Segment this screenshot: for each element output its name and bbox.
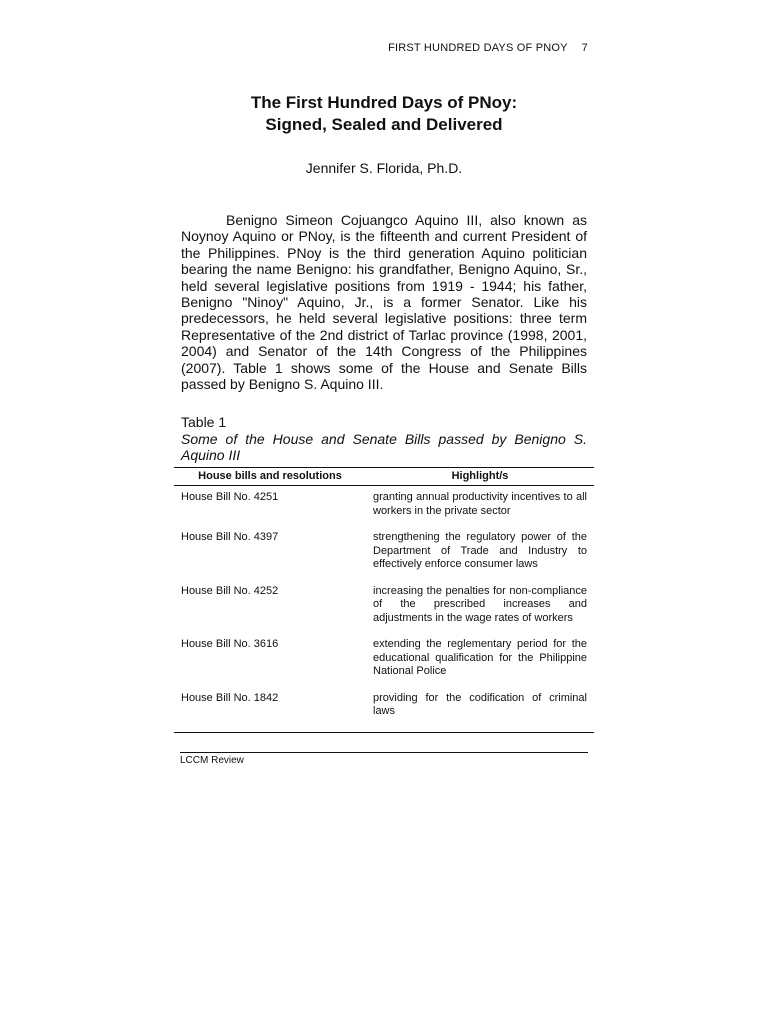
table-header-row: [174, 468, 594, 486]
column-header-highlights: Highlight/s: [366, 468, 594, 486]
article-title-line-2: Signed, Sealed and Delivered: [265, 115, 503, 134]
bill-number-cell: House Bill No. 4251: [181, 491, 279, 503]
bill-number-cell: House Bill No. 4252: [181, 584, 279, 597]
bill-highlight-cell: increasing the penalties for non-compliance of the prescribed increases and adjustments in the wage rates of workers: [373, 584, 587, 624]
bills-table: [174, 467, 594, 733]
table-row: [174, 692, 594, 733]
bill-highlight-cell: granting annual productivity incentives to all workers in the private sector: [373, 491, 587, 517]
page-number: 7: [581, 42, 588, 54]
intro-paragraph: Benigno Simeon Cojuangco Aquino III, also known as Noynoy Aquino or PNoy, is the fifteenth and current President of the Philippines. PNoy is the third generation Aquino politician bearing the name Benigno: his grandfather, Benigno Aquino, Sr., held several legislative positions from 1919 - 1944; his father, Benigno "Ninoy" Aquino, Jr., is a former Senator. Like his predecessors, he held several legislative positions: three term Representative of the 2nd district of Tarlac province (1998, 2001, 2004) and Senator of the 14th Congress of the Philippines (2007). Table 1 shows some of the House and Senate Bills passed by Benigno S. Aquino III.: [181, 212, 587, 393]
bill-number-cell: House Bill No. 1842: [174, 692, 366, 733]
article-title-line-1: The First Hundred Days of PNoy:: [250, 93, 518, 112]
table-number: Table 1: [181, 414, 227, 430]
bill-highlight-cell: strengthening the regulatory power of the Department of Trade and Industry to effectively enforce consumer laws: [373, 531, 587, 570]
running-header-title: FIRST HUNDRED DAYS OF PNOY: [388, 42, 568, 54]
article-author: Jennifer S. Florida, Ph.D.: [305, 160, 463, 176]
table-row: [174, 531, 594, 585]
article-title-block: [180, 92, 588, 177]
footer-journal-name: LCCM Review: [180, 755, 244, 766]
table-row: [174, 638, 594, 692]
bill-number-cell: House Bill No. 4397: [181, 531, 279, 543]
column-header-bills: House bills and resolutions: [174, 468, 366, 486]
bill-number-cell: House Bill No. 3616: [181, 638, 279, 650]
table-row: [174, 585, 594, 639]
table-label-block: [181, 414, 587, 464]
bill-highlight-cell: extending the reglementary period for the educational qualification for the Philippine National Police: [373, 638, 587, 677]
footer-divider: [180, 752, 588, 753]
bill-highlight-cell: providing for the codification of criminal laws: [366, 692, 594, 733]
running-header: [388, 42, 588, 54]
table-caption: Some of the House and Senate Bills passed by Benigno S. Aquino III: [181, 430, 587, 463]
table-row: [174, 486, 594, 532]
